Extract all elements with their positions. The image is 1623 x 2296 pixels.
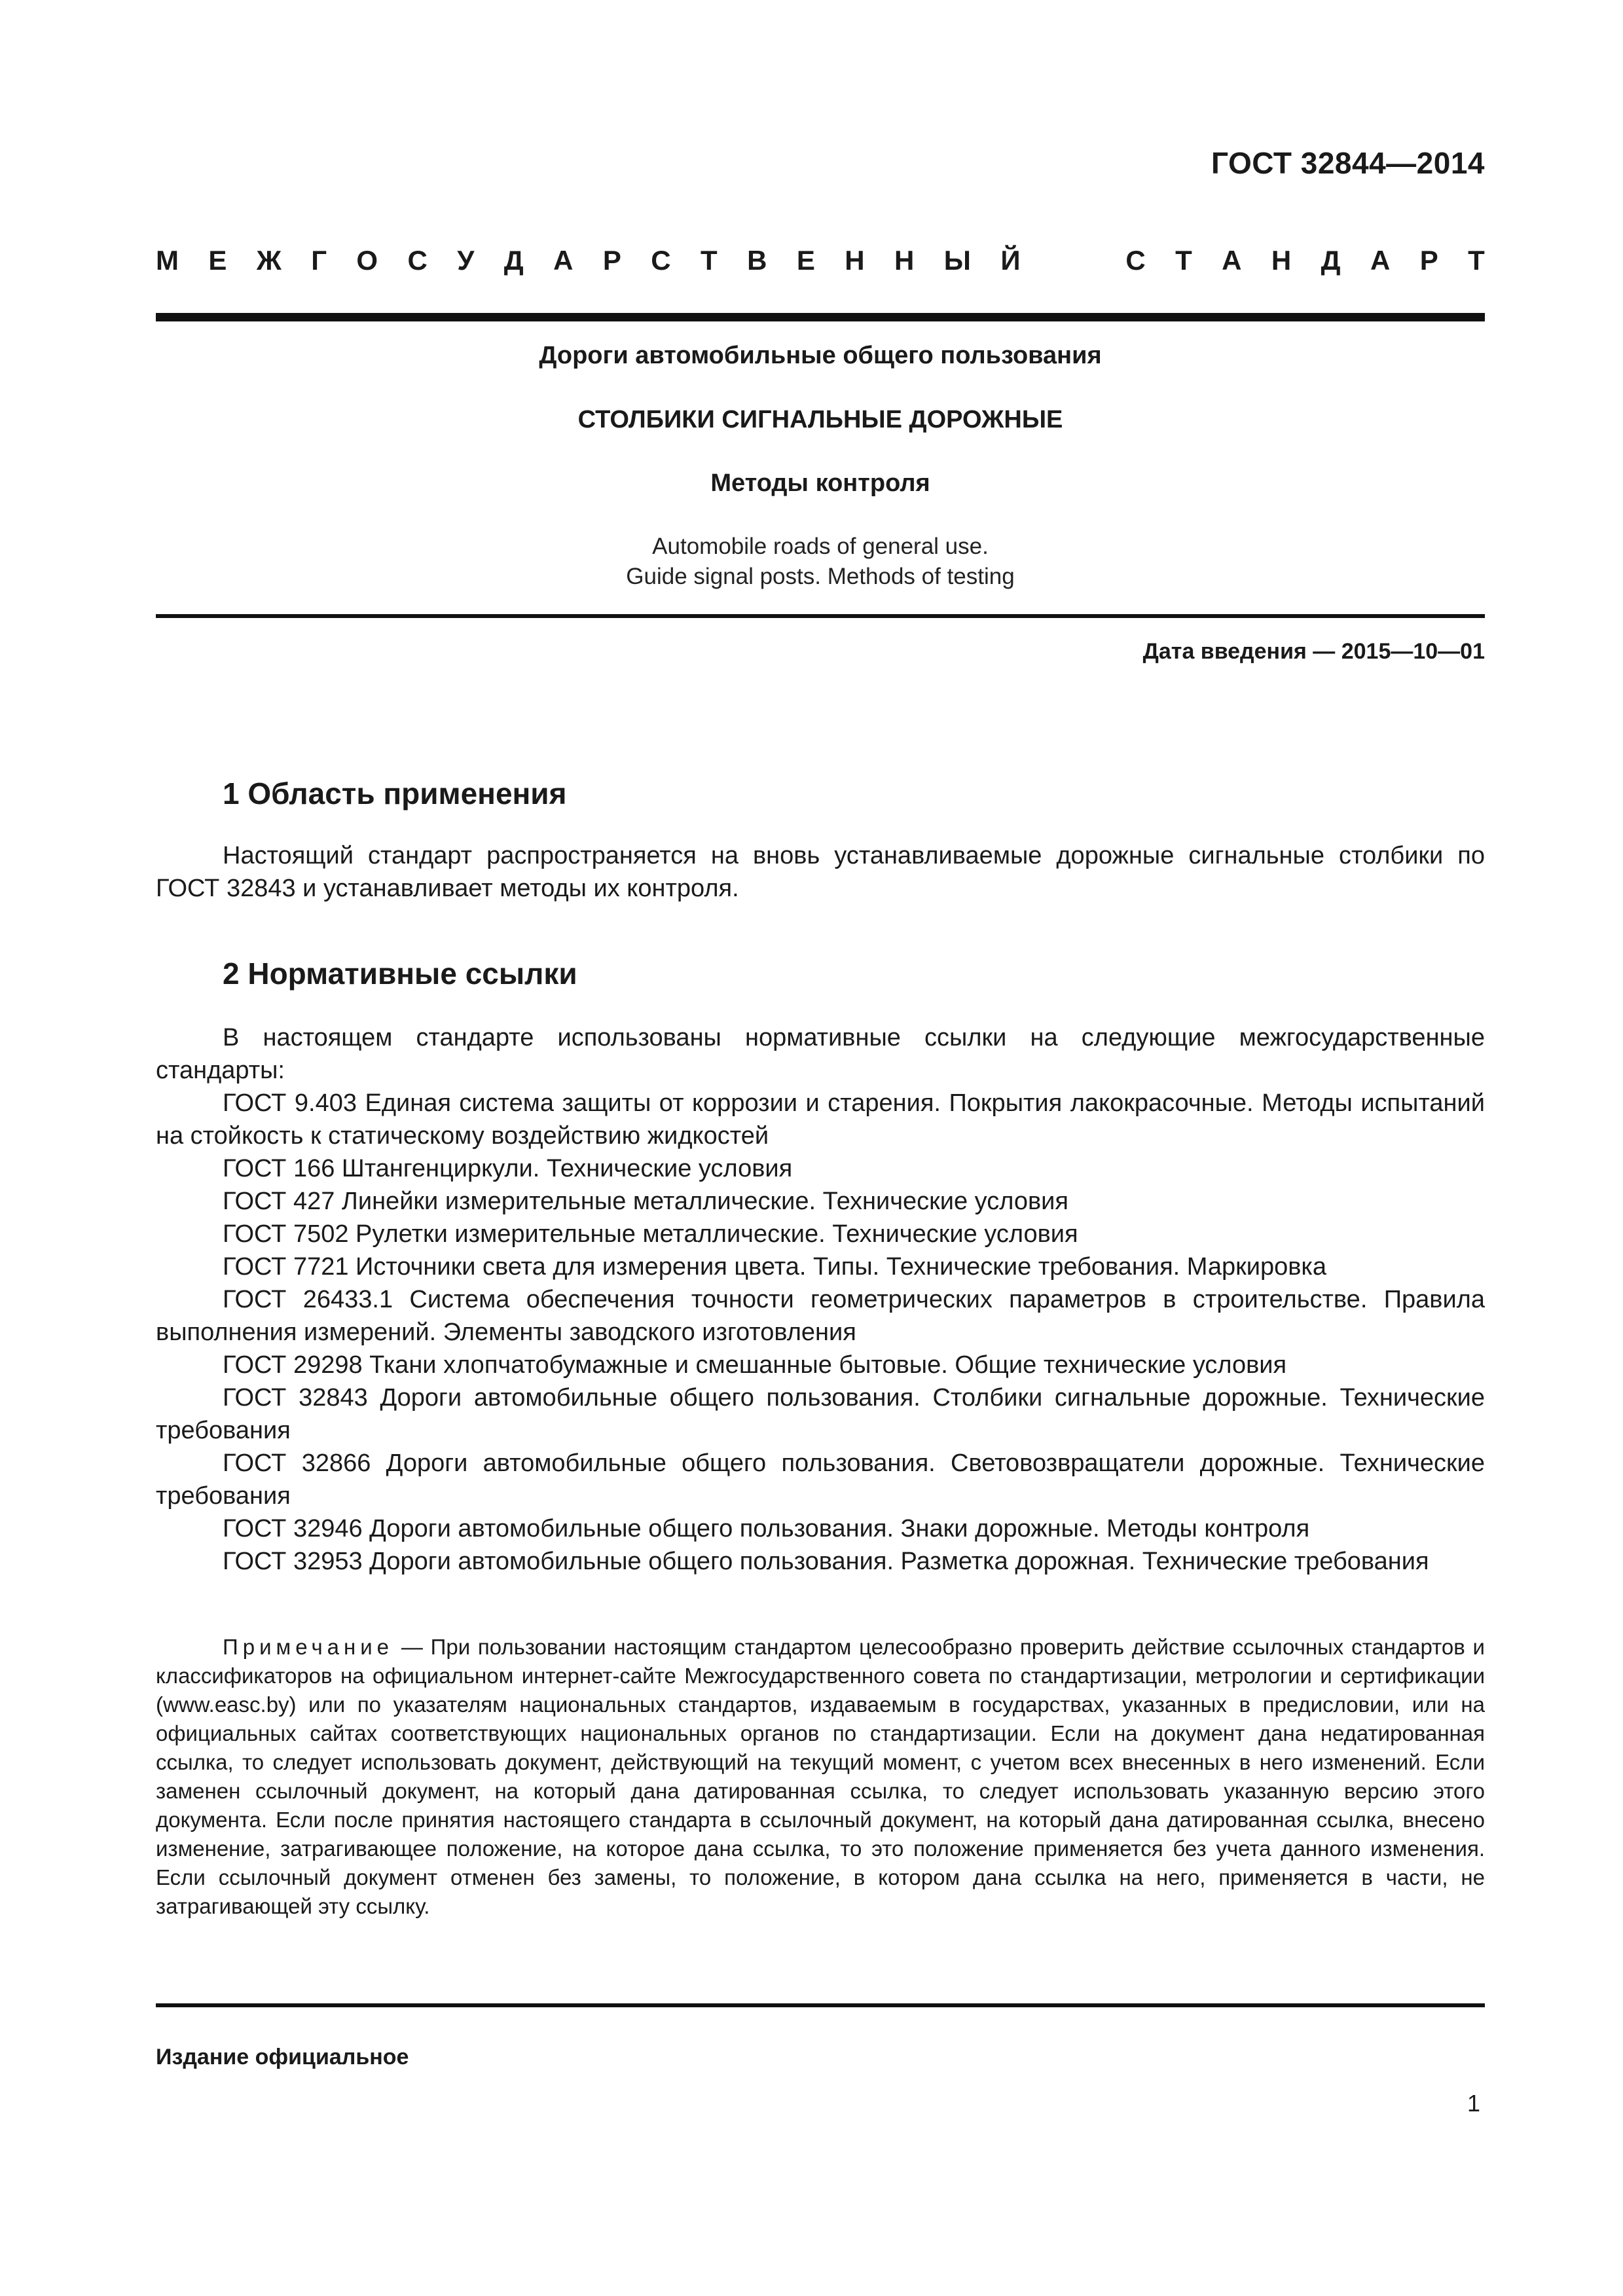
english-title (156, 532, 1485, 592)
section-1-heading: 1 Область применения (223, 776, 567, 811)
title-rule (156, 614, 1485, 618)
standard-type-banner (156, 245, 1485, 276)
top-rule (156, 313, 1485, 321)
banner-letter: М (156, 245, 179, 276)
banner-letter: Ы (943, 245, 971, 276)
english-title-line-1: Automobile roads of general use. (652, 534, 989, 559)
reference-item: ГОСТ 166 Штангенциркули. Технические условия (223, 1155, 793, 1182)
reference-item: ГОСТ 26433.1 Система обеспечения точности геометрических параметров в строительстве. Правила выполнения измерений. Элементы заводского изготовления (156, 1286, 1485, 1346)
banner-letter: С (1125, 245, 1146, 276)
note-text: — При пользовании настоящим стандартом целесообразно проверить действие ссылочных стандартов и классификаторов на официальном интернет-сайте Межгосударственного совета по стандартизации, метрологии и сертификации (www.easc.by) или по указателям национальных стандартов, издаваемым в государствах, указанных в предисловии, или на официальных сайтах соответствующих национальных органов по стандартизации. Если на документ дана недатированная ссылка, то следует использовать документ, действующий на текущий момент, с учетом всех внесенных в него изменений. Если заменен ссылочный документ, на который дана датированная ссылка, то следует использовать указанную версию этого документа. Если после принятия настоящего стандарта в ссылочный документ, на который дана датированная ссылка, внесено изменение, затрагивающее положение, на которое дана ссылка, то это положение применяется без учета данного изменения. Если ссылочный документ отменен без замены, то положение, в котором дана ссылка на него, применяется в части, не затрагивающей эту ссылку. (156, 1635, 1485, 1918)
banner-letter: У (457, 245, 475, 276)
banner-letter: А (1370, 245, 1391, 276)
reference-item: ГОСТ 7502 Рулетки измерительные металлические. Технические условия (223, 1220, 1078, 1248)
banner-letter: Н (894, 245, 915, 276)
reference-item: ГОСТ 427 Линейки измерительные металлические. Технические условия (223, 1188, 1068, 1215)
banner-letter: С (651, 245, 671, 276)
reference-item: ГОСТ 32953 Дороги автомобильные общего пользования. Разметка дорожная. Технические требования (223, 1548, 1429, 1575)
banner-letter: А (553, 245, 574, 276)
intro-date: Дата введения — 2015—10—01 (1142, 639, 1485, 664)
banner-letter: О (356, 245, 378, 276)
reference-item: ГОСТ 32946 Дороги автомобильные общего пользования. Знаки дорожные. Методы контроля (223, 1515, 1310, 1542)
note-label: Примечание (223, 1635, 394, 1659)
reference-item: ГОСТ 9.403 Единая система защиты от коррозии и старения. Покрытия лакокрасочные. Методы испытаний на стойкость к статическому воздействию жидкостей (156, 1089, 1485, 1150)
banner-letter: Т (1175, 245, 1192, 276)
references-intro: В настоящем стандарте использованы нормативные ссылки на следующие межгосударственные стандарты: (156, 1024, 1485, 1084)
banner-letter: Е (796, 245, 815, 276)
banner-letter: Т (1468, 245, 1485, 276)
reference-item: ГОСТ 32843 Дороги автомобильные общего пользования. Столбики сигнальные дорожные. Технические требования (156, 1384, 1485, 1444)
title-line-1: Дороги автомобильные общего пользования (539, 342, 1102, 369)
document-code: ГОСТ 32844—2014 (1211, 146, 1485, 180)
banner-letter: Е (208, 245, 227, 276)
english-title-line-2: Guide signal posts. Methods of testing (626, 564, 1015, 589)
banner-letter: Й (1000, 245, 1021, 276)
banner-letter: Г (311, 245, 327, 276)
note-block (156, 1633, 1485, 1921)
banner-letter: Н (1271, 245, 1292, 276)
reference-item: ГОСТ 32866 Дороги автомобильные общего пользования. Световозвращатели дорожные. Технические требования (156, 1449, 1485, 1510)
banner-letter: Н (845, 245, 865, 276)
banner-letter: Р (1419, 245, 1438, 276)
section-1-text: Настоящий стандарт распространяется на вновь устанавливаемые дорожные сигнальные столбики по ГОСТ 32843 и устанавливает методы их контроля. (156, 842, 1485, 902)
title-line-2: СТОЛБИКИ СИГНАЛЬНЫЕ ДОРОЖНЫЕ (577, 406, 1063, 433)
page-number: 1 (1467, 2090, 1480, 2117)
banner-letter: Р (602, 245, 621, 276)
banner-letter: Д (1321, 245, 1341, 276)
reference-item: ГОСТ 7721 Источники света для измерения цвета. Типы. Технические требования. Маркировка (223, 1253, 1327, 1281)
reference-item: ГОСТ 29298 Ткани хлопчатобумажные и смешанные бытовые. Общие технические условия (223, 1351, 1287, 1379)
section-2-heading: 2 Нормативные ссылки (223, 957, 577, 991)
banner-letter: Ж (256, 245, 282, 276)
references-list (156, 1021, 1485, 1578)
banner-letter: Т (701, 245, 718, 276)
title-line-3: Методы контроля (710, 469, 930, 497)
banner-letter: Д (503, 245, 524, 276)
footer-rule (156, 2003, 1485, 2007)
banner-letter: В (747, 245, 767, 276)
banner-letter: С (407, 245, 428, 276)
edition-label: Издание официальное (156, 2045, 409, 2069)
banner-letter: А (1222, 245, 1242, 276)
